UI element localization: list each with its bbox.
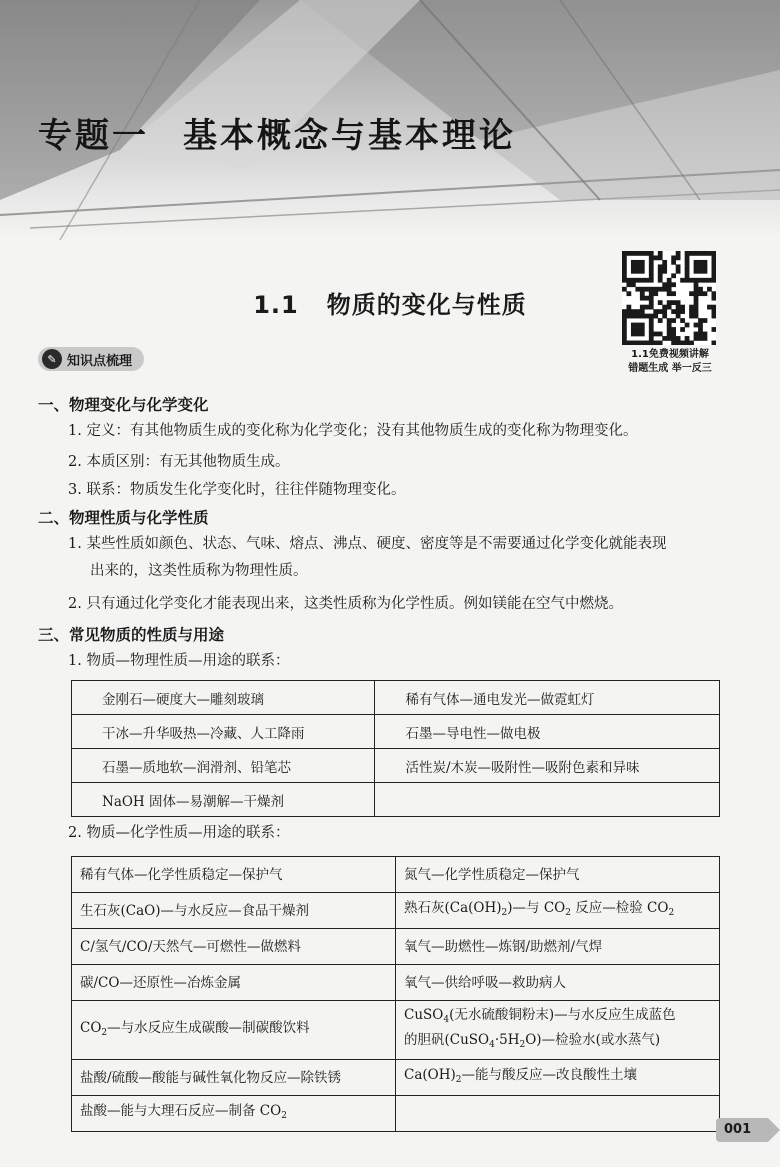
qr-code-graphic: [622, 251, 716, 345]
qr-caption: 1.1免费视频讲解 错题生成 举一反三: [628, 349, 712, 374]
table-cell: [396, 1096, 720, 1132]
table-cell: $Ca(OH)_2—$能与酸反应—改良酸性土壤: [396, 1060, 720, 1096]
table-cell: NaOH 固体—易潮解—干燥剂: [72, 783, 375, 817]
chemical-property-table: [71, 856, 720, 1132]
pencil-note-icon: ✎: [42, 349, 62, 369]
table-cell: 碳/CO—还原性—冶炼金属: [72, 965, 396, 1001]
list-item: 1. 某些性质如颜色、状态、气味、熔点、沸点、硬度、密度等是不需要通过化学变化就能表现 出来的，这类性质称为物理性质。: [68, 536, 667, 579]
table-cell: 盐酸/硫酸—酸能与碱性氧化物反应—除铁锈: [72, 1060, 396, 1096]
table-cell: 金刚石—硬度大—雕刻玻璃: [72, 681, 375, 715]
list-item: 3. 联系：物质发生化学变化时，往往伴随物理变化。: [68, 482, 406, 498]
table-cell: 稀有气体—通电发光—做霓虹灯: [375, 681, 720, 715]
table-row: [72, 893, 720, 929]
table-cell: 稀有气体—化学性质稳定—保护气: [72, 857, 396, 893]
subheading-physical-uses: 1. 物质—物理性质—用途的联系：: [68, 653, 290, 669]
table-row: [72, 929, 720, 965]
list-item: 1. 定义：有其他物质生成的变化称为化学变化；没有其他物质生成的变化称为物理变化。: [68, 423, 638, 439]
table-row: [72, 1060, 720, 1096]
subheading-chemical-uses: 2. 物质—化学性质—用途的联系：: [68, 825, 290, 841]
table-row: [72, 965, 720, 1001]
chapter-title: 专题一 基本概念与基本理论: [38, 116, 516, 156]
table-cell: 石墨—导电性—做电极: [375, 715, 720, 749]
section-title: 1.1 物质的变化与性质: [253, 291, 527, 319]
table-row: [72, 715, 720, 749]
table-cell: 氧气—供给呼吸—救助病人: [396, 965, 720, 1001]
header-banner: [0, 0, 780, 240]
heading-physical-chemical-change: 一、物理变化与化学变化: [38, 396, 209, 414]
table-cell: 干冰—升华吸热—冷藏、人工降雨: [72, 715, 375, 749]
table-cell: 活性炭/木炭—吸附性—吸附色素和异味: [375, 749, 720, 783]
table-row: [72, 857, 720, 893]
table-cell: [375, 783, 720, 817]
heading-physical-chemical-property: 二、物理性质与化学性质: [38, 509, 209, 527]
heading-properties-uses: 三、常见物质的性质与用途: [38, 626, 225, 644]
table-row: [72, 1096, 720, 1132]
list-item: 2. 只有通过化学变化才能表现出来，这类性质称为化学性质。例如镁能在空气中燃烧。: [68, 596, 623, 612]
table-cell: CuSO$_4$(无水硫酸铜粉末)—与水反应生成蓝色 的胆矾$(CuSO_4\cdot 5H_2O)—$检验水(或水蒸气): [396, 1001, 720, 1060]
table-row: [72, 749, 720, 783]
qr-code[interactable]: [622, 251, 716, 345]
table-cell: 氮气—化学性质稳定—保护气: [396, 857, 720, 893]
table-row: [72, 1001, 720, 1060]
list-item: 2. 本质区别：有无其他物质生成。: [68, 454, 290, 470]
table-cell: 盐酸—能与大理石反应—制备 $CO_2$: [72, 1096, 396, 1132]
table-cell: 石墨—质地软—润滑剂、铅笔芯: [72, 749, 375, 783]
physical-property-table: [71, 680, 720, 817]
table-cell: $CO_2—$与水反应生成碳酸—制碳酸饮料: [72, 1001, 396, 1060]
table-row: [72, 783, 720, 817]
page-number: 001: [716, 1118, 768, 1142]
table-cell: 熟石灰$(Ca(OH)_2)—$与 $CO_2$ 反应—检验 $CO_2$: [396, 893, 720, 929]
table-cell: C/氢气/CO/天然气—可燃性—做燃料: [72, 929, 396, 965]
table-cell: 氧气—助燃性—炼钢/助燃剂/气焊: [396, 929, 720, 965]
knowledge-section-badge: ✎ 知识点梳理: [38, 347, 144, 371]
table-row: [72, 681, 720, 715]
table-cell: 生石灰(CaO)—与水反应—食品干燥剂: [72, 893, 396, 929]
